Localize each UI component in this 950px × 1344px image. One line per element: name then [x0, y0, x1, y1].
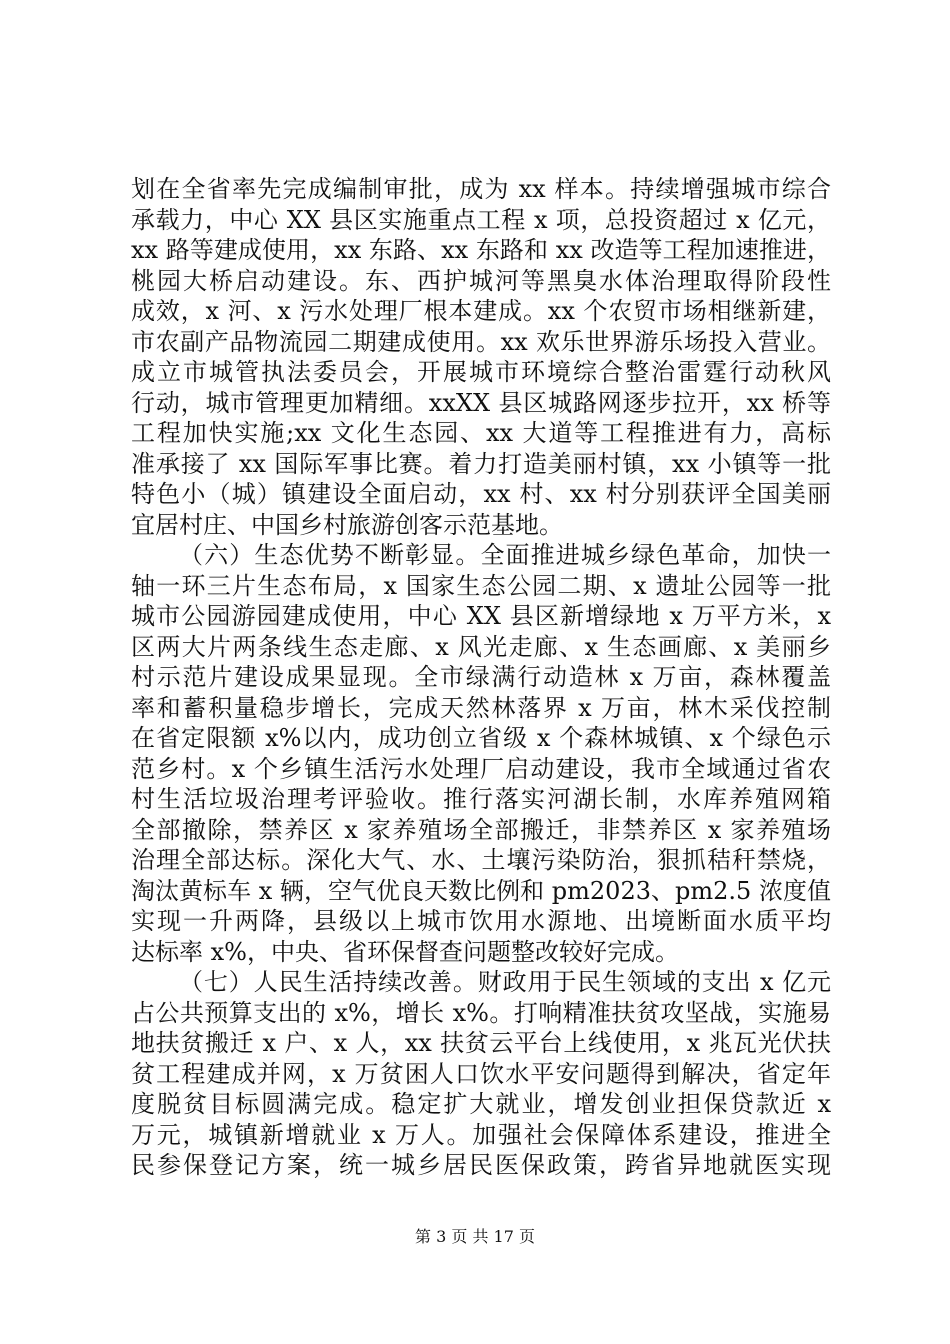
- text-line: 地扶贫搬迁 x 户、x 人，xx 扶贫云平台上线使用，x 兆瓦光伏扶: [131, 1029, 831, 1057]
- text-line: 占公共预算支出的 x%，增长 x%。打响精准扶贫攻坚战，实施易: [131, 998, 831, 1027]
- text-line: 在省定限额 x%以内，成功创立省级 x 个森林城镇、x 个绿色示: [131, 724, 831, 752]
- text-line: 村示范片建设成果显现。全市绿满行动造林 x 万亩，森林覆盖: [131, 663, 831, 691]
- text-line: 民参保登记方案，统一城乡居民医保政策，跨省异地就医实现: [131, 1151, 831, 1179]
- text-line: 市农副产品物流园二期建成使用。xx 欢乐世界游乐场投入营业。: [131, 327, 831, 356]
- text-line: 村生活垃圾治理考评验收。推行落实河湖长制，水库养殖网箱: [131, 785, 831, 813]
- text-line: 城市公园游园建成使用，中心 XX 县区新增绿地 x 万平方米，x: [131, 602, 831, 630]
- paragraph-p3: [131, 967, 831, 1181]
- paragraph-p1: [131, 174, 831, 540]
- paragraph-p2: [131, 540, 831, 967]
- text-line: 成立市城管执法委员会，开展城市环境综合整治雷霆行动秋风: [131, 358, 831, 386]
- text-line: 宜居村庄、中国乡村旅游创客示范基地。: [131, 510, 563, 539]
- text-line: 区两大片两条线生态走廊、x 风光走廊、x 生态画廊、x 美丽乡: [131, 632, 831, 661]
- document-body: [131, 174, 831, 1181]
- text-line: 贫工程建成并网，x 万贫困人口饮水平安问题得到解决，省定年: [131, 1059, 831, 1088]
- text-line: 治理全部达标。深化大气、水、土壤污染防治，狠抓秸秆禁烧，: [131, 846, 831, 874]
- text-line: 全部撤除，禁养区 x 家养殖场全部搬迁，非禁养区 x 家养殖场: [131, 815, 831, 844]
- text-line: （六）生态优势不断彰显。全面推进城乡绿色革命，加快一: [179, 541, 831, 569]
- text-line: 特色小（城）镇建设全面启动，xx 村、xx 村分别获评全国美丽: [131, 480, 831, 508]
- text-line: 准承接了 xx 国际军事比赛。着力打造美丽村镇，xx 小镇等一批: [131, 449, 831, 478]
- text-line: 成效，x 河、x 污水处理厂根本建成。xx 个农贸市场相继新建，: [131, 297, 831, 325]
- text-line: 万元，城镇新增就业 x 万人。加强社会保障体系建设，推进全: [131, 1120, 831, 1149]
- text-line: 桃园大桥启动建设。东、西护城河等黑臭水体治理取得阶段性: [131, 266, 831, 295]
- text-line: 划在全省率先完成编制审批，成为 xx 样本。持续增强城市综合: [131, 175, 831, 203]
- text-line: 范乡村。x 个乡镇生活污水处理厂启动建设，我市全域通过省农: [131, 754, 831, 783]
- page-footer: 第 3 页 共 17 页: [415, 1227, 535, 1246]
- text-line: 达标率 x%，中央、省环保督查问题整改较好完成。: [131, 937, 679, 966]
- text-line: 淘汰黄标车 x 辆，空气优良天数比例和 pm2023、pm2.5 浓度值: [131, 876, 831, 905]
- text-line: 承载力，中心 XX 县区实施重点工程 x 项，总投资超过 x 亿元，: [131, 205, 831, 234]
- text-line: 工程加快实施;xx 文化生态园、xx 大道等工程推进有力，高标: [131, 419, 831, 447]
- text-line: xx 路等建成使用，xx 东路、xx 东路和 xx 改造等工程加速推进，: [131, 236, 831, 264]
- text-line: 实现一升两降，县级以上城市饮用水源地、出境断面水质平均: [131, 907, 831, 935]
- text-line: （七）人民生活持续改善。财政用于民生领域的支出 x 亿元: [179, 968, 831, 996]
- text-line: 行动，城市管理更加精细。xxXX 县区城路网逐步拉开，xx 桥等: [131, 388, 831, 417]
- text-line: 率和蓄积量稳步增长，完成天然林落界 x 万亩，林木采伐控制: [131, 693, 831, 722]
- text-line: 轴一环三片生态布局，x 国家生态公园二期、x 遗址公园等一批: [131, 571, 831, 600]
- text-line: 度脱贫目标圆满完成。稳定扩大就业，增发创业担保贷款近 x: [131, 1090, 831, 1118]
